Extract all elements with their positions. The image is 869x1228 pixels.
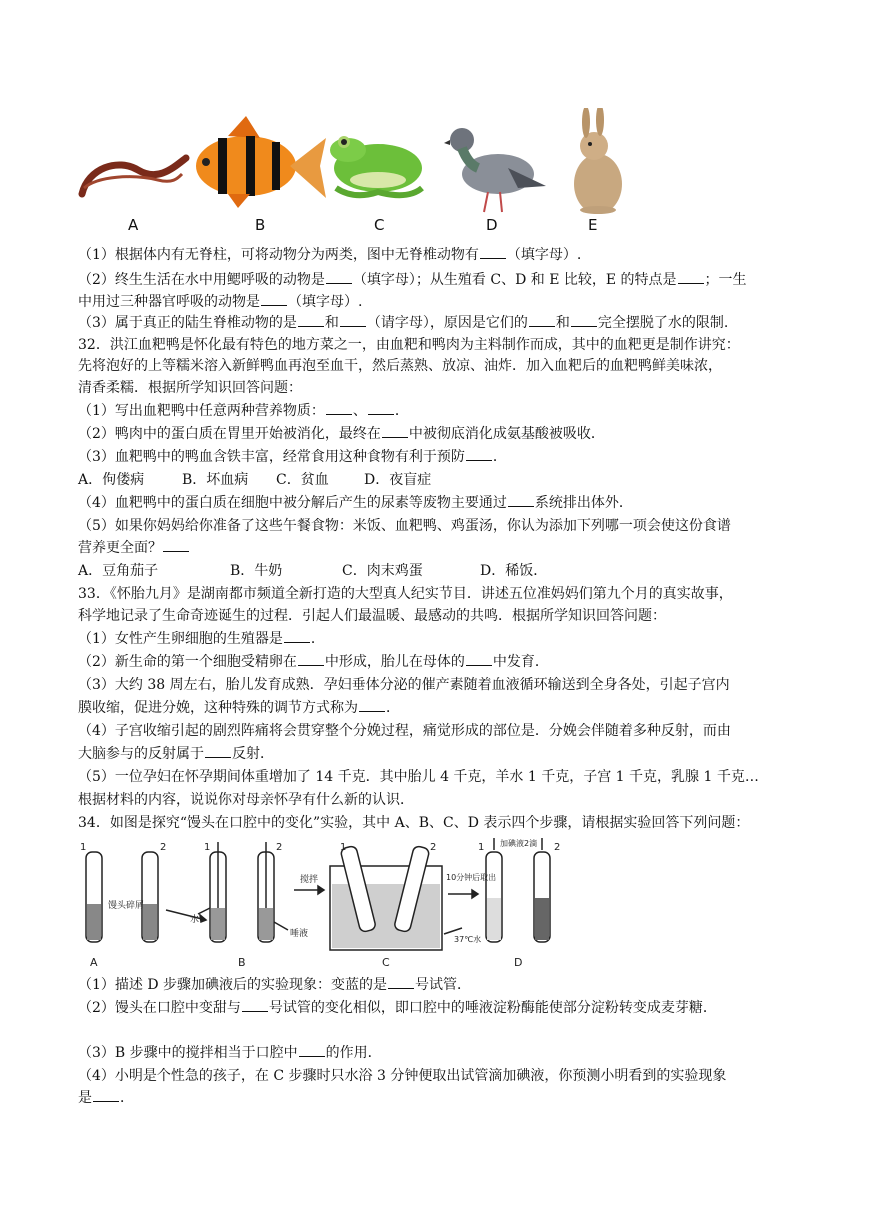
animal-images [78, 108, 638, 238]
q33-part1: （1）女性产生卵细胞的生殖器是 ． [78, 631, 325, 647]
q31-part3: （3）属于真正的陆生脊椎动物的是 和 （请字母），原因是它们的 和 完全摆脱了水的限制. [78, 315, 729, 331]
q32-part5-options [78, 561, 547, 581]
label-a: A [128, 216, 139, 234]
step-b-tubes [198, 842, 288, 942]
answer-blank[interactable] [388, 975, 414, 989]
step-d-tubes [486, 838, 550, 942]
frog-image [330, 136, 422, 195]
answer-blank[interactable] [359, 698, 385, 712]
q33-part3: （3）大约 38 周左右，胎儿发育成熟．孕妇垂体分泌的催产素随着血液循环输送到全身各处，引起子宫内 [78, 677, 730, 693]
step-a-tubes [86, 852, 206, 942]
label-e: E [588, 216, 598, 234]
rabbit-image [574, 108, 622, 214]
q32-intro-3: 清香柔糯．根据所学知识回答问题： [78, 380, 302, 396]
label-d: D [486, 216, 498, 234]
answer-blank[interactable] [326, 401, 352, 415]
q31-part1: （1）根据体内有无脊柱，可将动物分为两类，图中无脊椎动物有 （填字母）. [78, 247, 582, 263]
answer-blank[interactable] [466, 447, 492, 461]
q32-part2: （2）鸭肉中的蛋白质在胃里开始被消化，最终在 中被彻底消化成氨基酸被吸收． [78, 426, 605, 442]
option-d[interactable]: D．夜盲症 [364, 472, 432, 488]
q32-part5-cont: 营养更全面？ [78, 538, 190, 558]
label-b: B [255, 216, 266, 234]
answer-blank[interactable] [508, 493, 534, 507]
q33-part3-cont: 膜收缩，促进分娩，这种特殊的调节方式称为 ． [78, 700, 400, 716]
q31-part2: （2）终生生活在水中用鳃呼吸的动物是 （填字母）；从生殖看 C、D 和 E 比较，E 的特点是 ；一生 [78, 272, 747, 288]
q34-part4: （4）小明是个性急的孩子，在 C 步骤时只水浴 3 分钟便取出试管滴加碘液，你预测小明看到的实验现象 [78, 1068, 727, 1084]
tube-number: 2 [554, 842, 561, 853]
tube-number: 1 [204, 842, 211, 853]
answer-blank[interactable] [261, 292, 287, 306]
answer-blank[interactable] [529, 313, 555, 327]
tube-number: 1 [340, 842, 347, 853]
answer-blank[interactable] [298, 652, 324, 666]
option-a[interactable]: A．豆角茄子 [78, 563, 159, 579]
water-label: 水 [190, 915, 200, 925]
ten-minutes-label: 10分钟后取出 [446, 873, 497, 882]
answer-blank[interactable] [466, 652, 492, 666]
earthworm-image [82, 158, 186, 194]
option-b[interactable]: B．牛奶 [230, 563, 283, 579]
tube-number: 1 [80, 842, 87, 853]
q34-part1: （1）描述 D 步骤加碘液后的实验现象：变蓝的是 号试管． [78, 977, 472, 993]
option-c[interactable]: C．肉末鸡蛋 [342, 563, 423, 579]
step-c-water-bath [330, 845, 462, 950]
q32-part3-options [78, 470, 431, 490]
q34-intro: 34．如图是探究“馒头在口腔中的变化”实验，其中 A、B、C、D 表示四个步骤，请根据实验回答下列问题： [78, 815, 750, 831]
fish-image [196, 116, 326, 208]
q34-part4-cont: 是 ． [78, 1090, 134, 1106]
mantou-label: 馒头碎屑 [108, 901, 145, 911]
q33-part5: （5）一位孕妇在怀孕期间体重增加了 14 千克．其中胎儿 4 千克，羊水 1 千克，子宫 1 千克，乳腺 1 千克… [78, 769, 759, 785]
answer-blank[interactable] [326, 270, 352, 284]
option-b[interactable]: B．坏血病 [182, 472, 249, 488]
answer-blank[interactable] [93, 1088, 119, 1102]
answer-blank[interactable] [284, 629, 310, 643]
q32-part1: （1）写出血粑鸭中任意两种营养物质： 、 ． [78, 403, 409, 419]
q32-intro-2: 先将泡好的上等糯米溶入新鲜鸭血再泡至血干，然后蒸熟、放凉、油炸．加入血粑后的血粑鸭鲜美味浓， [78, 358, 722, 374]
tube-number: 2 [160, 842, 167, 853]
q33-intro-1: 33．《怀胎九月》是湖南都市频道全新打造的大型真人纪实节目．讲述五位准妈妈们第九个月的真实故事， [78, 586, 733, 602]
q33-part5-cont: 根据材料的内容，说说你对母亲怀孕有什么新的认识． [78, 792, 414, 808]
pigeon-image [444, 128, 546, 212]
step-label: B [238, 956, 246, 969]
q31-part2-cont: 中用过三种器官呼吸的动物是 （填字母）. [78, 294, 363, 310]
q33-part4-cont: 大脑参与的反射属于 反射． [78, 746, 274, 762]
q33-part4: （4）子宫收缩引起的剧烈阵痛将会贯穿整个分娩过程，痛觉形成的部位是．分娩会伴随着多种反射，而由 [78, 723, 731, 739]
answer-blank[interactable] [299, 1043, 325, 1057]
iodine-label: 加碘液2滴 [500, 839, 538, 848]
saliva-label: 唾液 [290, 929, 309, 939]
option-d[interactable]: D．稀饭． [480, 563, 548, 579]
q32-part4: （4）血粑鸭中的蛋白质在细胞中被分解后产生的尿素等废物主要通过 系统排出体外． [78, 495, 633, 511]
q34-part2: （2）馒头在口腔中变甜与 号试管的变化相似，即口腔中的唾液淀粉酶能使部分淀粉转变成麦芽糖． [78, 1000, 717, 1016]
q34-part3: （3）B 步骤中的搅拌相当于口腔中 的作用． [78, 1045, 382, 1061]
step-label: C [382, 956, 390, 969]
answer-blank[interactable] [368, 401, 394, 415]
tube-number: 2 [276, 842, 283, 853]
step-label: A [90, 956, 98, 969]
water-37-label: 37℃水 [454, 935, 482, 944]
tube-number: 1 [478, 842, 485, 853]
answer-blank[interactable] [242, 998, 268, 1012]
q32-part5: （5）如果你妈妈给你准备了这些午餐食物：米饭、血粑鸭、鸡蛋汤，你认为添加下列哪一项会使这份食谱 [78, 518, 731, 534]
label-c: C [374, 216, 385, 234]
q33-intro-2: 科学地记录了生命奇迹诞生的过程．引起人们最温暖、最感动的共鸣．根据所学知识回答问题： [78, 608, 666, 624]
answer-blank[interactable] [382, 424, 408, 438]
answer-blank[interactable] [678, 270, 704, 284]
step-label: D [514, 956, 523, 969]
answer-blank[interactable] [205, 744, 231, 758]
answer-blank[interactable] [340, 313, 366, 327]
experiment-diagram [78, 838, 570, 970]
answer-blank[interactable] [163, 538, 189, 552]
answer-blank[interactable] [480, 245, 506, 259]
q32-intro-1: 32．洪江血粑鸭是怀化最有特色的地方菜之一，由血粑和鸭肉为主料制作而成，其中的血粑更是制作讲究： [78, 337, 740, 353]
answer-blank[interactable] [571, 313, 597, 327]
q32-part3: （3）血粑鸭中的鸭血含铁丰富，经常食用这种食物有利于预防 ． [78, 449, 507, 465]
option-c[interactable]: C．贫血 [276, 472, 329, 488]
answer-blank[interactable] [298, 313, 324, 327]
stir-label: 搅拌 [300, 875, 319, 885]
q33-part2: （2）新生命的第一个细胞受精卵在 中形成，胎儿在母体的 中发育． [78, 654, 549, 670]
option-a[interactable]: A．佝偻病 [78, 472, 145, 488]
tube-number: 2 [430, 842, 437, 853]
